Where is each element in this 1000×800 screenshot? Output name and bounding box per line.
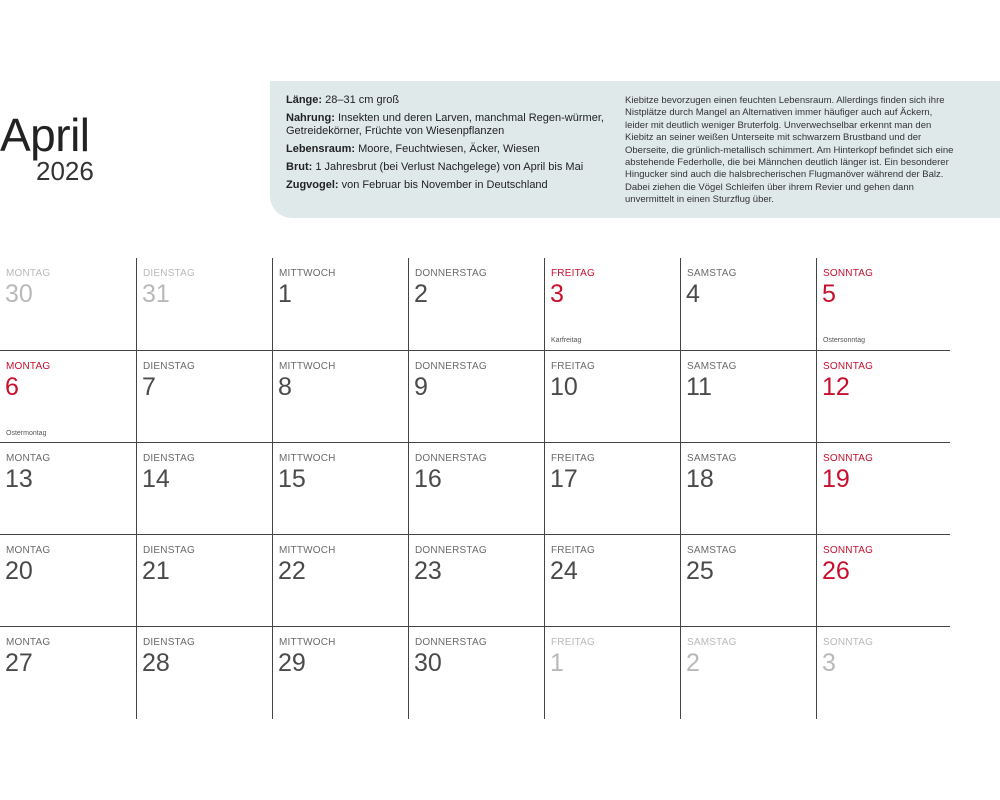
weekday-label: SONNTAG (823, 545, 874, 556)
day-number: 9 (414, 373, 428, 401)
weekday-label: SAMSTAG (687, 361, 737, 372)
weekday-label: DONNERSTAG (415, 545, 487, 556)
day-number: 2 (686, 649, 700, 677)
holiday-label: Karfreitag (551, 337, 582, 344)
day-number: 25 (686, 557, 714, 585)
day-number: 29 (278, 649, 306, 677)
day-cell (680, 535, 816, 627)
calendar-week-row (0, 350, 950, 442)
weekday-label: MITTWOCH (279, 453, 336, 464)
weekday-label: SAMSTAG (687, 637, 737, 648)
weekday-label: DONNERSTAG (415, 637, 487, 648)
day-cell (0, 258, 136, 350)
calendar-week-row (0, 258, 950, 350)
weekday-label: MONTAG (6, 361, 51, 372)
fact-habitat (286, 143, 616, 156)
day-cell (816, 535, 952, 627)
day-cell (272, 627, 408, 719)
weekday-label: MONTAG (6, 637, 51, 648)
day-number: 26 (822, 557, 850, 585)
day-cell (680, 627, 816, 719)
year-title: 2026 (36, 156, 94, 186)
day-number: 15 (278, 465, 306, 493)
day-cell (680, 351, 816, 443)
weekday-label: MONTAG (6, 453, 51, 464)
weekday-label: DIENSTAG (143, 361, 195, 372)
day-number: 31 (142, 280, 170, 308)
weekday-label: FREITAG (551, 361, 595, 372)
day-number: 21 (142, 557, 170, 585)
day-number: 4 (686, 280, 700, 308)
weekday-label: FREITAG (551, 545, 595, 556)
weekday-label: DONNERSTAG (415, 361, 487, 372)
weekday-label: MITTWOCH (279, 637, 336, 648)
month-title: April (0, 109, 90, 161)
weekday-label: FREITAG (551, 453, 595, 464)
weekday-label: DONNERSTAG (415, 268, 487, 279)
fact-label: Zugvogel: (286, 179, 339, 191)
day-cell (272, 443, 408, 535)
weekday-label: SONNTAG (823, 453, 874, 464)
calendar-week-row (0, 534, 950, 626)
day-cell (408, 627, 544, 719)
day-number: 12 (822, 373, 850, 401)
day-cell (816, 258, 952, 350)
fact-label: Nahrung: (286, 112, 335, 124)
day-cell (0, 443, 136, 535)
day-number: 30 (5, 280, 33, 308)
day-number: 22 (278, 557, 306, 585)
day-cell (408, 351, 544, 443)
day-cell (816, 627, 952, 719)
weekday-label: SAMSTAG (687, 453, 737, 464)
fact-text: Insekten und deren Larven, manchmal Regen-würmer, Getreidekörner, Früchte von Wiesenpflanzen (286, 112, 604, 137)
calendar-grid (0, 258, 950, 717)
day-number: 7 (142, 373, 156, 401)
day-cell (272, 351, 408, 443)
weekday-label: MITTWOCH (279, 361, 336, 372)
bird-description: Kiebitze bevorzugen einen feuchten Lebensraum. Allerdings finden sich ihre Nistplätze durch Mangel an Alternativen immer häufiger auch auf Äckern, leider mit deutlich weniger Bruterfolg. Unverwechselbar erkennt man den Kiebitz an seiner weißen Unterseite mit schwarzem Brustband und der Oberseite, die grünlich-metallisch schimmert. Am Hinterkopf befindet sich eine abstehende Federholle, die bei Männchen deutlich länger ist. Ein besonderer Hingucker sind auch die halsbrecherischen Flugmanöver während der Balz. Dabei ziehen die Vögel Schleifen über ihrem Revier und gehen dann unvermittelt in einen Sturzflug über. (625, 95, 954, 206)
day-number: 10 (550, 373, 578, 401)
weekday-label: MONTAG (6, 545, 51, 556)
day-number: 20 (5, 557, 33, 585)
fact-text: von Februar bis November in Deutschland (341, 179, 548, 191)
day-number: 6 (5, 373, 19, 401)
day-number: 19 (822, 465, 850, 493)
day-cell (544, 351, 680, 443)
day-number: 2 (414, 280, 428, 308)
day-cell (0, 627, 136, 719)
weekday-label: DIENSTAG (143, 637, 195, 648)
day-number: 16 (414, 465, 442, 493)
day-number: 17 (550, 465, 578, 493)
day-number: 23 (414, 557, 442, 585)
fact-length (286, 94, 616, 107)
day-cell (544, 258, 680, 350)
fact-text: Moore, Feuchtwiesen, Äcker, Wiesen (358, 143, 540, 155)
weekday-label: DONNERSTAG (415, 453, 487, 464)
holiday-label: Ostermontag (6, 430, 47, 437)
weekday-label: DIENSTAG (143, 545, 195, 556)
weekday-label: SONNTAG (823, 268, 874, 279)
fact-food (286, 112, 616, 138)
day-cell (272, 258, 408, 350)
fact-migration (286, 179, 616, 192)
day-cell (136, 351, 272, 443)
day-number: 3 (822, 649, 836, 677)
weekday-label: FREITAG (551, 637, 595, 648)
day-cell (680, 443, 816, 535)
day-cell (408, 258, 544, 350)
day-cell (0, 351, 136, 443)
day-number: 3 (550, 280, 564, 308)
day-cell (544, 627, 680, 719)
day-cell (544, 443, 680, 535)
fact-label: Lebensraum: (286, 143, 356, 155)
day-number: 30 (414, 649, 442, 677)
weekday-label: SONNTAG (823, 637, 874, 648)
holiday-label: Ostersonntag (823, 337, 866, 344)
fact-breeding (286, 161, 616, 174)
day-cell (408, 535, 544, 627)
weekday-label: FREITAG (551, 268, 595, 279)
weekday-label: MITTWOCH (279, 545, 336, 556)
weekday-label: SAMSTAG (687, 545, 737, 556)
day-cell (816, 351, 952, 443)
day-cell (136, 535, 272, 627)
day-number: 27 (5, 649, 33, 677)
day-cell (680, 258, 816, 350)
day-number: 1 (278, 280, 292, 308)
weekday-label: MONTAG (6, 268, 51, 279)
day-cell (272, 535, 408, 627)
day-cell (136, 258, 272, 350)
day-number: 28 (142, 649, 170, 677)
weekday-label: SAMSTAG (687, 268, 737, 279)
day-cell (136, 443, 272, 535)
day-cell (0, 535, 136, 627)
day-number: 1 (550, 649, 564, 677)
calendar-week-row (0, 442, 950, 534)
fact-text: 28–31 cm groß (325, 94, 400, 106)
weekday-label: MITTWOCH (279, 268, 336, 279)
day-number: 18 (686, 465, 714, 493)
day-cell (544, 535, 680, 627)
weekday-label: DIENSTAG (143, 268, 195, 279)
fact-label: Brut: (286, 161, 313, 173)
day-number: 5 (822, 280, 836, 308)
day-cell (136, 627, 272, 719)
weekday-label: DIENSTAG (143, 453, 195, 464)
weekday-label: SONNTAG (823, 361, 874, 372)
day-number: 24 (550, 557, 578, 585)
day-number: 11 (686, 373, 712, 401)
day-cell (408, 443, 544, 535)
day-number: 13 (5, 465, 33, 493)
day-cell (816, 443, 952, 535)
calendar-week-row (0, 626, 950, 718)
fact-text: 1 Jahresbrut (bei Verlust Nachgelege) von April bis Mai (315, 161, 584, 173)
bird-info-box (270, 81, 1000, 218)
day-number: 8 (278, 373, 292, 401)
fact-label: Länge: (286, 94, 323, 106)
bird-facts (286, 94, 616, 197)
day-number: 14 (142, 465, 170, 493)
